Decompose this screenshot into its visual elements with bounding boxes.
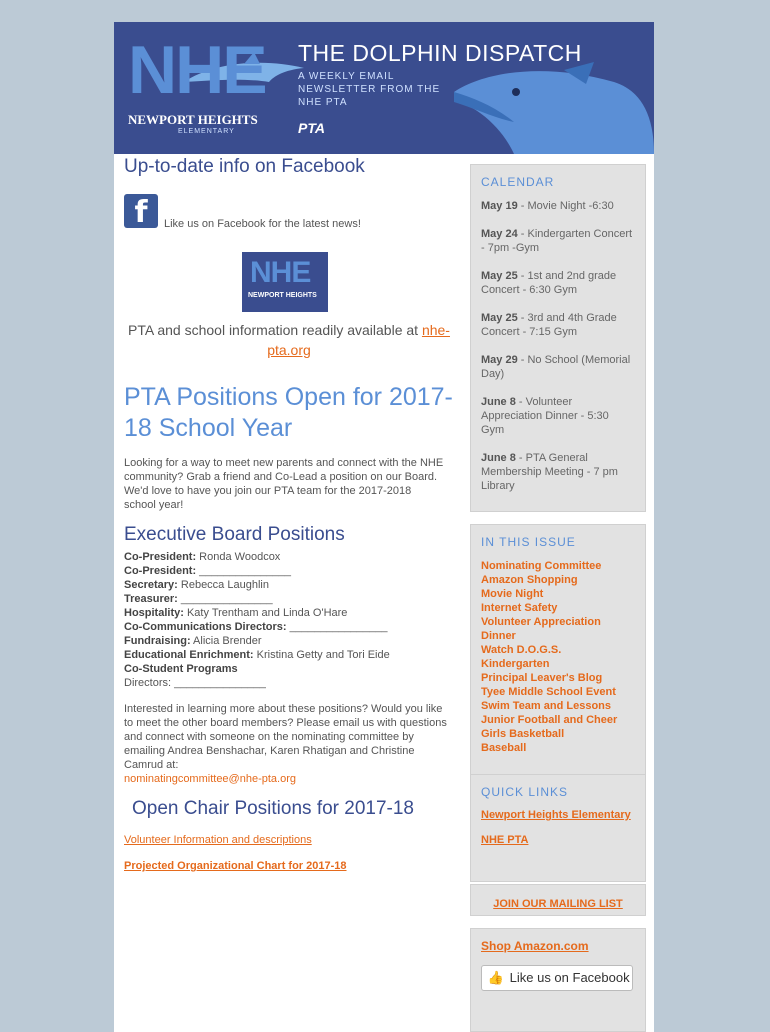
calendar-panel	[470, 164, 646, 512]
school-name: NEWPORT HEIGHTS	[128, 112, 258, 127]
newsletter-title: THE DOLPHIN DISPATCH	[298, 40, 582, 66]
board-interest-text	[124, 702, 454, 786]
newsletter-subtitle: A WEEKLY EMAIL NEWSLETTER FROM THE NHE PTA	[298, 71, 441, 108]
board-row: Hospitality: Katy Trentham and Linda O'Hare	[124, 607, 348, 619]
dolphin-icon	[454, 62, 654, 154]
issue-link[interactable]: Internet Safety	[481, 602, 558, 614]
exec-board-heading: Executive Board Positions	[124, 524, 345, 545]
pta-logo: PTA	[298, 120, 325, 136]
issue-link[interactable]: Junior Football and Cheer	[481, 714, 618, 726]
join-mailing-panel	[470, 884, 646, 916]
newsletter-page	[114, 22, 654, 1032]
newport-heights-link[interactable]: Newport Heights Elementary	[481, 809, 631, 821]
in-this-issue-panel	[470, 524, 646, 780]
facebook-heading: Up-to-date info on Facebook	[124, 156, 365, 177]
board-row: Educational Enrichment: Kristina Getty and Tori Eide	[124, 649, 390, 661]
issue-link[interactable]: Tyee Middle School Event	[481, 686, 616, 698]
facebook-like-text: Like us on Facebook for the latest news!	[164, 218, 361, 230]
board-row: Directors: _______________	[124, 677, 266, 689]
calendar-item: May 25 - 3rd and 4th Grade Concert - 7:15 Gym	[481, 312, 617, 338]
interest-paragraph: Interested in learning more about these positions? Would you like to meet the other board members? Please email us with questions and connect with someone on the nominating committee by emailing Andrea Benshachar, Karen Rhatigan and Christine Camrud at:	[124, 703, 447, 771]
nominating-email-link[interactable]: nominatingcommittee@nhe-pta.org	[124, 773, 296, 785]
nhe-logo: NHE	[128, 32, 266, 108]
facebook-like-button[interactable]	[481, 965, 633, 991]
quick-links-heading: QUICK LINKS	[481, 785, 569, 799]
issue-link[interactable]: Amazon Shopping	[481, 574, 578, 586]
issue-heading: IN THIS ISSUE	[481, 535, 576, 549]
issue-link[interactable]: Girls Basketball	[481, 728, 565, 740]
pta-info-label: PTA and school information readily available at	[128, 322, 419, 338]
board-row: Secretary: Rebecca Laughlin	[124, 579, 269, 591]
calendar-item: June 8 - Volunteer Appreciation Dinner - 5:30 Gym	[481, 396, 609, 436]
nhe-badge-letters: NHE	[250, 256, 311, 289]
issue-link[interactable]: Watch D.O.G.S.	[481, 644, 562, 656]
board-row: Treasurer: _______________	[124, 593, 273, 605]
org-chart-link[interactable]: Projected Organizational Chart for 2017-18	[124, 860, 347, 872]
shop-amazon-link[interactable]: Shop Amazon.com	[481, 939, 589, 953]
nhe-pta-quick-link[interactable]: NHE PTA	[481, 834, 529, 846]
issue-link[interactable]: Kindergarten	[481, 658, 550, 670]
calendar-item: May 29 - No School (Memorial Day)	[481, 354, 631, 380]
board-row: Co-President: _______________	[124, 565, 291, 577]
positions-intro: Looking for a way to meet new parents and connect with the NHE community? Grab a friend and Co-Lead a position on our Board. We'd love to have you join our PTA team for the 2017-2018 school year!	[124, 457, 444, 511]
thumbs-up-icon: 👍	[487, 970, 505, 985]
calendar-item: June 8 - PTA General Membership Meeting - 7 pm Library	[481, 452, 618, 492]
issue-link[interactable]: Swim Team and Lessons	[481, 700, 612, 712]
issue-link[interactable]: Principal Leaver's Blog	[481, 672, 603, 684]
pta-info-text	[124, 320, 454, 360]
issue-link[interactable]: Nominating Committee	[481, 560, 602, 572]
shop-panel	[470, 928, 646, 1032]
calendar-item: May 25 - 1st and 2nd grade Concert - 6:30 Gym	[481, 270, 617, 296]
chair-heading: Open Chair Positions for 2017-18	[132, 798, 414, 819]
nhe-pta-link[interactable]: nhe-pta.org	[267, 322, 450, 358]
board-row: Fundraising: Alicia Brender	[124, 635, 262, 647]
board-row: Co-Communications Directors: ________________	[124, 621, 388, 633]
calendar-item: May 24 - Kindergarten Concert - 7pm -Gym	[481, 228, 633, 254]
school-level: ELEMENTARY	[178, 128, 235, 135]
calendar-item: May 19 - Movie Night -6:30	[481, 200, 614, 212]
positions-heading: PTA Positions Open for 2017-18 School Year	[124, 383, 453, 442]
nhe-badge-logo	[242, 252, 328, 312]
facebook-icon[interactable]: f	[124, 194, 158, 228]
issue-link[interactable]: Volunteer Appreciation Dinner	[481, 616, 601, 642]
quick-links-panel	[470, 774, 646, 882]
board-row: Co-President: Ronda Woodcox	[124, 551, 281, 563]
nhe-badge-school: NEWPORT HEIGHTS	[248, 292, 317, 299]
calendar-heading: CALENDAR	[481, 175, 555, 189]
issue-link[interactable]: Baseball	[481, 742, 527, 754]
exec-board-list	[124, 550, 454, 690]
issue-link[interactable]: Movie Night	[481, 588, 544, 600]
newsletter-header	[114, 22, 654, 154]
board-row: Co-Student Programs	[124, 663, 238, 675]
join-mailing-list-link[interactable]: JOIN OUR MAILING LIST	[493, 898, 623, 910]
like-button-label: Like us on Facebook	[509, 970, 630, 985]
volunteer-info-link[interactable]: Volunteer Information and descriptions	[124, 834, 312, 846]
